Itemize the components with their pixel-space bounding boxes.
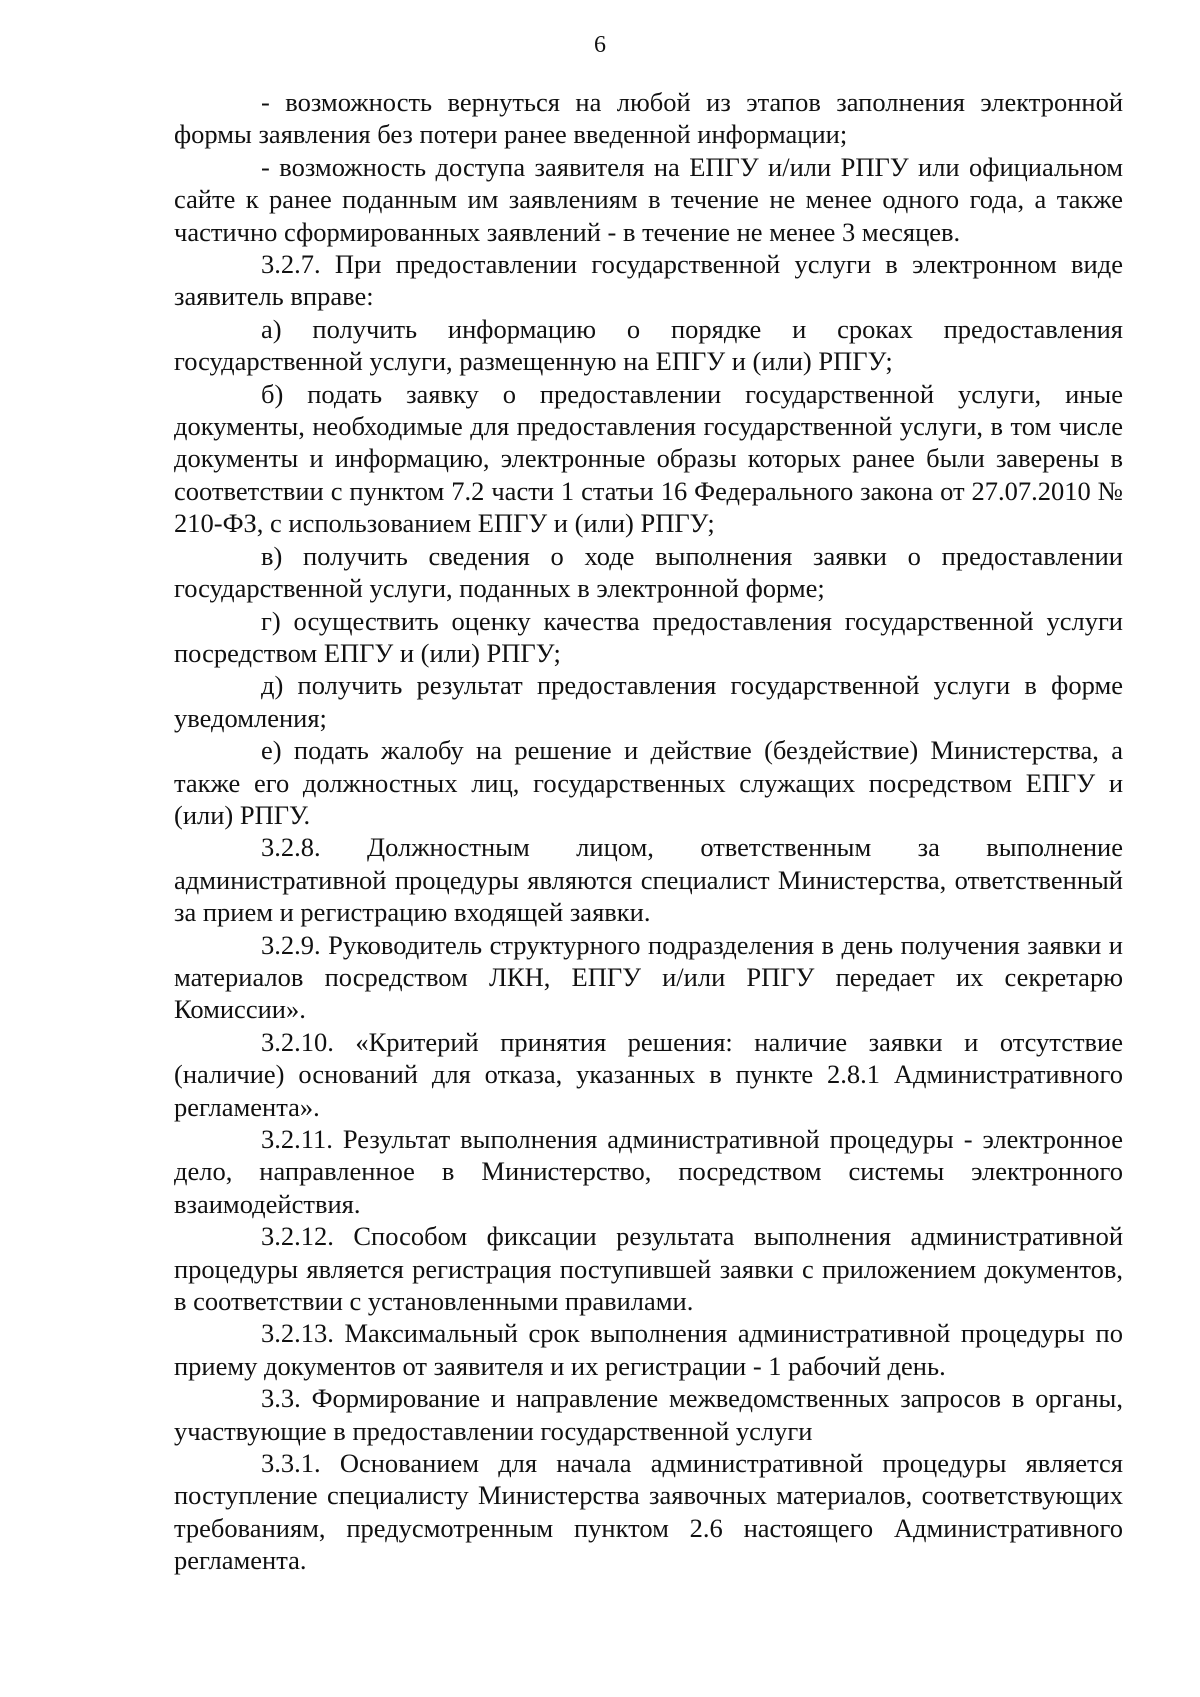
paragraph-3-2-7-b: б) подать заявку о предоставлении государственной услуги, иные документы, необходимые для предоставления государственной услуги, в том числе документы и информацию, электронные образы которых ранее были заверены в соответствии с пунктом 7.2 части 1 статьи 16 Федерального закона от 27.07.2010 № 210-ФЗ, с использованием ЕПГУ и (или) РПГУ; bbox=[174, 378, 1123, 539]
paragraph-3-2-12: 3.2.12. Способом фиксации результата выполнения административной процедуры является регистрация поступившей заявки с приложением документов, в соответствии с установленными правилами. bbox=[174, 1221, 1123, 1317]
paragraph-3-2-7: 3.2.7. При предоставлении государственной услуги в электронном виде заявитель вправе: bbox=[174, 249, 1123, 312]
paragraph-3-3-1: 3.3.1. Основанием для начала административной процедуры является поступление специалисту Министерства заявочных материалов, соответствующих требованиям, предусмотренным пунктом 2.6 настоящего Административного регламента. bbox=[174, 1448, 1123, 1576]
paragraph-3-2-7-g: г) осуществить оценку качества предоставления государственной услуги посредством ЕПГУ и (или) РПГУ; bbox=[174, 605, 1123, 668]
page-number: 6 bbox=[594, 32, 606, 58]
paragraph-3-2-7-d: д) получить результат предоставления государственной услуги в форме уведомления; bbox=[174, 670, 1123, 733]
paragraph-3-2-7-e: е) подать жалобу на решение и действие (бездействие) Министерства, а также его должностных лиц, государственных служащих посредством ЕПГУ и (или) РПГУ. bbox=[174, 735, 1123, 830]
section-heading-3-3: 3.3. Формирование и направление межведомственных запросов в органы, участвующие в предоставлении государственной услуги bbox=[174, 1383, 1123, 1446]
paragraph-3-2-11: 3.2.11. Результат выполнения административной процедуры - электронное дело, направленное в Министерство, посредством системы электронного взаимодействия. bbox=[174, 1124, 1123, 1219]
paragraph-3-2-13: 3.2.13. Максимальный срок выполнения административной процедуры по приему документов от заявителя и их регистрации - 1 рабочий день. bbox=[174, 1318, 1123, 1381]
document-body bbox=[174, 86, 1123, 1577]
paragraph-3-2-7-v: в) получить сведения о ходе выполнения заявки о предоставлении государственной услуги, поданных в электронной форме; bbox=[174, 540, 1123, 604]
paragraph-3-2-9: 3.2.9. Руководитель структурного подразделения в день получения заявки и материалов посредством ЛКН, ЕПГУ и/или РПГУ передает их секретарю Комиссии». bbox=[174, 929, 1123, 1025]
paragraph-3-2-8: 3.2.8. Должностным лицом, ответственным за выполнение административной процедуры являются специалист Министерства, ответственный за прием и регистрацию входящей заявки. bbox=[174, 832, 1123, 928]
paragraph-return-to-stage: - возможность вернуться на любой из этапов заполнения электронной формы заявления без потери ранее введенной информации; bbox=[174, 87, 1123, 150]
paragraph-3-2-10: 3.2.10. «Критерий принятия решения: наличие заявки и отсутствие (наличие) оснований для отказа, указанных в пункте 2.8.1 Административного регламента». bbox=[174, 1026, 1123, 1122]
paragraph-3-2-7-a: а) получить информацию о порядке и сроках предоставления государственной услуги, размещенную на ЕПГУ и (или) РПГУ; bbox=[174, 313, 1123, 377]
paragraph-access-to-applications: - возможность доступа заявителя на ЕПГУ и/или РПГУ или официальном сайте к ранее поданным им заявлениям в течение не менее одного года, а также частично сформированных заявлений - в течение не менее 3 месяцев. bbox=[174, 151, 1123, 247]
